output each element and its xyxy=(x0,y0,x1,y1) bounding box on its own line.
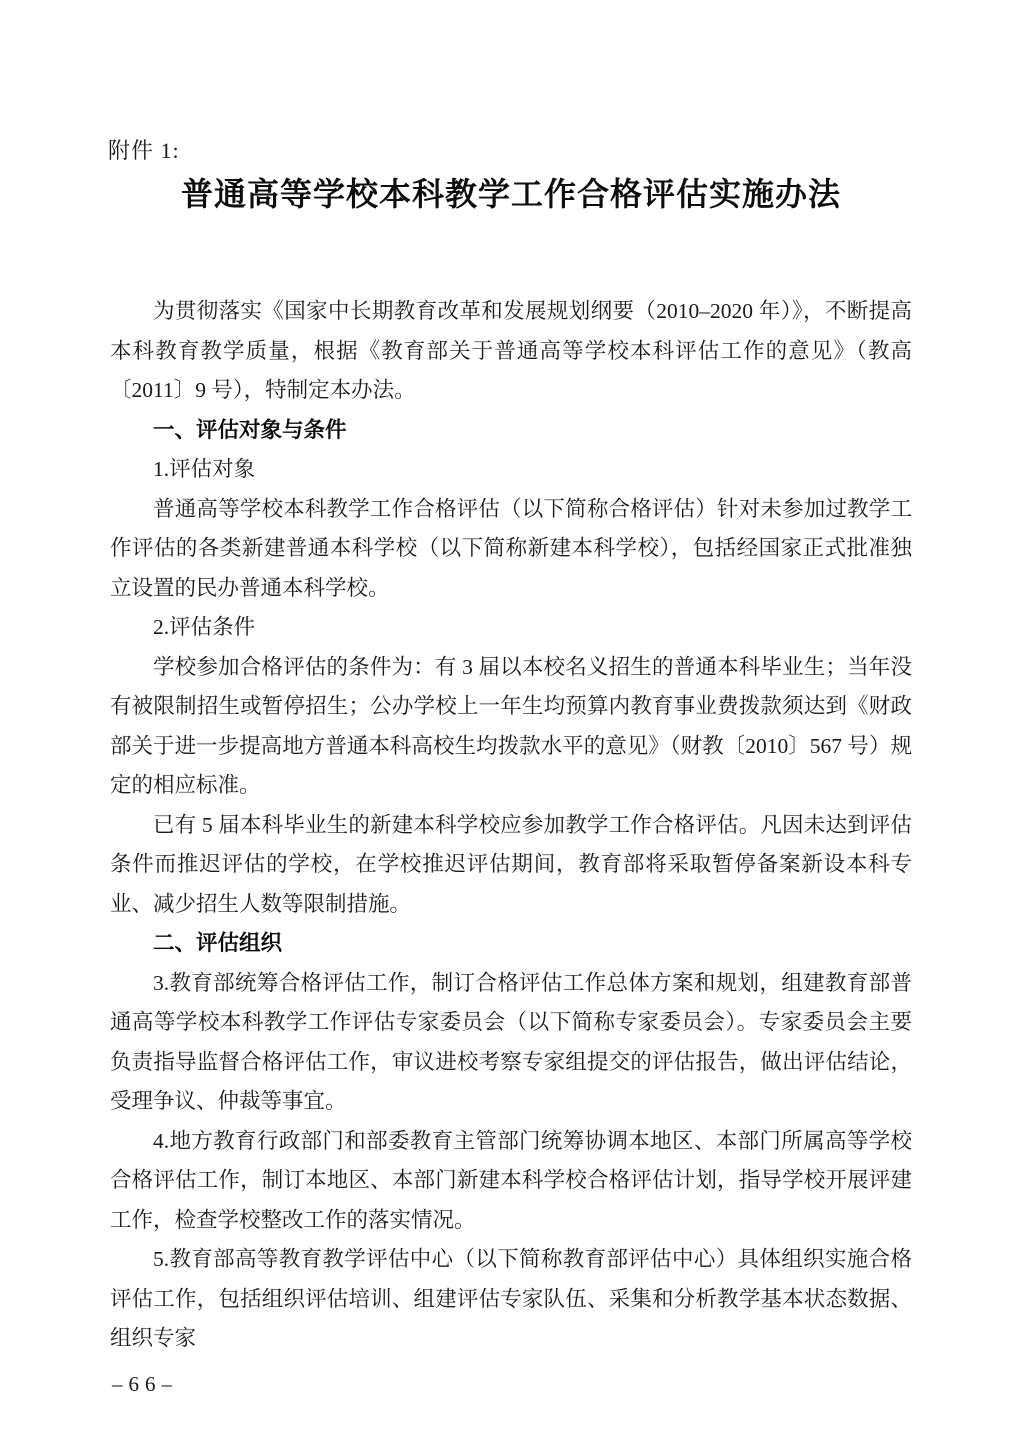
paragraph: 学校参加合格评估的条件为：有 3 届以本校名义招生的普通本科毕业生；当年没有被限制招生或暂停招生；公办学校上一年生均预算内教育事业费拨款须达到《财政部关于进一步提高地方普通本科高校生均拨款水平的意见》（财教〔2010〕567 号）规定的相应标准。 xyxy=(110,654,912,797)
attachment-label: 附件 1: xyxy=(108,138,180,163)
section-heading: 一、评估对象与条件 xyxy=(153,417,347,442)
paragraph: 3.教育部统筹合格评估工作，制订合格评估工作总体方案和规划，组建教育部普通高等学校本科教学工作评估专家委员会（以下简称专家委员会）。专家委员会主要负责指导监督合格评估工作，审议进校考察专家组提交的评估报告，做出评估结论，受理争议、仲裁等事宜。 xyxy=(110,970,912,1113)
paragraph: 为贯彻落实《国家中长期教育改革和发展规划纲要（2010–2020 年）》，不断提高本科教育教学质量，根据《教育部关于普通高等学校本科评估工作的意见》（教高〔2011〕9 号），特制定本办法。 xyxy=(110,299,912,402)
paragraph: 已有 5 届本科毕业生的新建本科学校应参加教学工作合格评估。凡因未达到评估条件而推迟评估的学校，在学校推迟评估期间，教育部将采取暂停备案新设本科专业、减少招生人数等限制措施。 xyxy=(110,812,912,916)
paragraph: 1.评估对象 xyxy=(153,457,256,481)
paragraph: 5.教育部高等教育教学评估中心（以下简称教育部评估中心）具体组织实施合格评估工作，包括组织评估培训、组建评估专家队伍、采集和分析教学基本状态数据、组织专家 xyxy=(110,1247,912,1350)
document-title: 普通高等学校本科教学工作合格评估实施办法 xyxy=(180,176,841,212)
page-number: –66– xyxy=(112,1372,178,1396)
document-body xyxy=(110,292,912,1359)
paragraph: 4.地方教育行政部门和部委教育主管部门统筹协调本地区、本部门所属高等学校合格评估工作，制订本地区、本部门新建本科学校合格评估计划，指导学校开展评建工作，检查学校整改工作的落实情况。 xyxy=(110,1128,912,1232)
paragraph: 普通高等学校本科教学工作合格评估（以下简称合格评估）针对未参加过教学工作评估的各类新建普通本科学校（以下简称新建本科学校），包括经国家正式批准独立设置的民办普通本科学校。 xyxy=(110,496,912,600)
section-heading: 二、评估组织 xyxy=(153,931,283,955)
paragraph: 2.评估条件 xyxy=(153,615,256,639)
